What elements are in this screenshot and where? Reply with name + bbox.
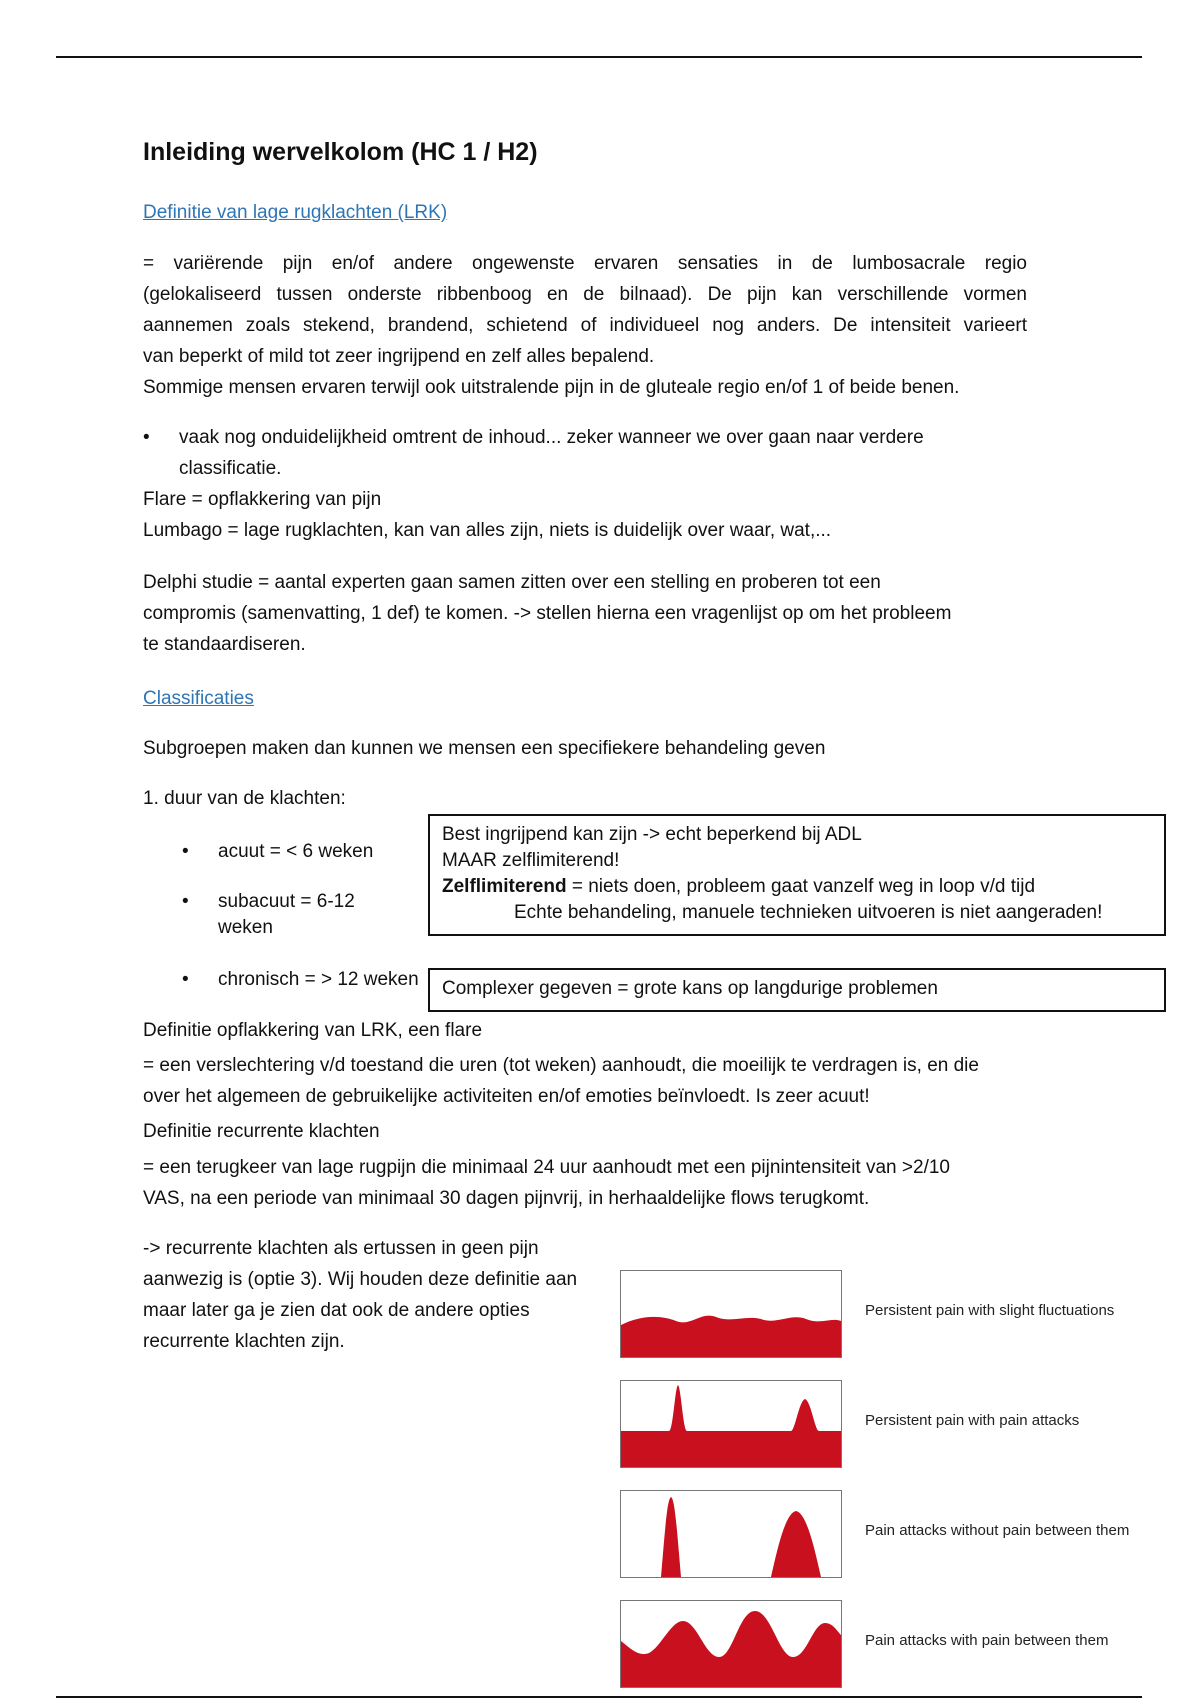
recurrent-definition [143, 1152, 1073, 1214]
pain-curve-fill [621, 1316, 841, 1357]
page-title: Inleiding wervelkolom (HC 1 / H2) [143, 138, 538, 166]
bullet-text: chronisch = > 12 weken [218, 969, 419, 990]
pain-curve-fill [771, 1511, 821, 1577]
bottom-rule [56, 1696, 1142, 1698]
caption-persistent-attacks: Persistent pain with pain attacks [865, 1412, 1080, 1429]
flare-definition [143, 1050, 1073, 1112]
top-rule [56, 56, 1142, 58]
delphi-line: te standaardiseren. [143, 634, 306, 655]
recurrent-definition-line: VAS, na een periode van minimaal 30 dagen pijnvrij, in herhaaldelijke flows terugkomt. [143, 1188, 870, 1209]
pain-curve-fill [621, 1611, 841, 1687]
bullet-text-cont: weken [218, 917, 273, 938]
flare-definition-line: = een verslechtering v/d toestand die uren (tot weken) aanhoudt, die moeilijk te verdragen is, en die [143, 1055, 979, 1076]
bullet-icon: • [143, 427, 150, 448]
caption-attacks-with-pain: Pain attacks with pain between them [865, 1632, 1109, 1649]
pain-graph-attacks-no-pain [620, 1490, 842, 1578]
bullet-subacute [182, 886, 355, 943]
box-line: MAAR zelflimiterend! [442, 850, 620, 871]
pain-graph-persistent-fluctuations [620, 1270, 842, 1358]
note-line: -> recurrente klachten als ertussen in geen pijn [143, 1238, 539, 1259]
bullet-item [143, 422, 1043, 484]
delphi-line: compromis (samenvatting, 1 def) te komen. -> stellen hierna een vragenlijst op om het probleem [143, 603, 952, 624]
recurrent-definition-line: = een terugkeer van lage rugpijn die minimaal 24 uur aanhoudt met een pijnintensiteit van >2/10 [143, 1157, 950, 1178]
bullet-text: vaak nog onduidelijkheid omtrent de inhoud... zeker wanneer we over gaan naar verdere [179, 427, 924, 448]
definition-line: (gelokaliseerd tussen onderste ribbenboog en de bilnaad). De pijn kan verschillende vormen [143, 284, 1027, 305]
box-line [442, 874, 1152, 900]
caption-persistent-fluctuations: Persistent pain with slight fluctuations [865, 1302, 1115, 1319]
box-line: Complexer gegeven = grote kans op langdurige problemen [442, 978, 938, 999]
bullet-text-cont: classificatie. [179, 458, 282, 479]
box-line: Echte behandeling, manuele technieken uitvoeren is niet aangeraden! [514, 902, 1103, 923]
definition-line: = variërende pijn en/of andere ongewenste ervaren sensaties in de lumbosacrale regio [143, 253, 1027, 274]
bullet-acute [182, 836, 373, 867]
definition-line-last: Sommige mensen ervaren terwijl ook uitstralende pijn in de gluteale regio en/of 1 of beide benen. [143, 377, 960, 398]
note-line: aanwezig is (optie 3). Wij houden deze definitie aan [143, 1269, 578, 1290]
bullet-icon: • [182, 891, 189, 912]
flare-definition-title: Definitie opflakkering van LRK, een flare [143, 1020, 483, 1041]
note-line: maar later ga je zien dat ook de andere opties [143, 1300, 530, 1321]
recurrent-definition-title: Definitie recurrente klachten [143, 1121, 380, 1142]
definition-line: van beperkt of mild tot zeer ingrijpend en zelf alles bepalend. [143, 346, 655, 367]
box-line: Best ingrijpend kan zijn -> echt beperkend bij ADL [442, 824, 862, 845]
definition-paragraph [143, 248, 1027, 403]
lumbago-line: Lumbago = lage rugklachten, kan van alles zijn, niets is duidelijk over waar, wat,... [143, 520, 832, 541]
section-title-definitie: Definitie van lage rugklachten (LRK) [143, 202, 448, 223]
pain-curve-fill [661, 1497, 681, 1577]
delphi-line: Delphi studie = aantal experten gaan samen zitten over een stelling en proberen tot een [143, 572, 881, 593]
bullet-text: subacuut = 6-12 [218, 891, 355, 912]
bullet-chronic [182, 964, 419, 995]
flare-definition-line: over het algemeen de gebruikelijke activiteiten en/of emoties beïnvloedt. Is zeer acuut! [143, 1086, 870, 1107]
classification-intro: Subgroepen maken dan kunnen we mensen een specifiekere behandeling geven [143, 738, 826, 759]
caption-attacks-no-pain: Pain attacks without pain between them [865, 1522, 1130, 1539]
definition-line: aannemen zoals stekend, brandend, schietend of individueel nog anders. De intensiteit varieert [143, 315, 1027, 336]
pain-graph-persistent-attacks [620, 1380, 842, 1468]
flare-line: Flare = opflakkering van pijn [143, 489, 382, 510]
bullet-icon: • [182, 841, 189, 862]
pain-curve-fill [621, 1385, 841, 1467]
duration-heading: 1. duur van de klachten: [143, 788, 346, 809]
chronic-note-box [428, 968, 1166, 1012]
section-title-classificaties: Classificaties [143, 688, 254, 709]
pain-graph-attacks-with-pain [620, 1600, 842, 1688]
bullet-icon: • [182, 969, 189, 990]
box-bold-term: Zelflimiterend [442, 876, 567, 897]
box-line-rest: = niets doen, probleem gaat vanzelf weg in loop v/d tijd [566, 876, 1036, 897]
note-line: recurrente klachten zijn. [143, 1331, 345, 1352]
acute-note-box [428, 814, 1166, 936]
recurrent-note [143, 1233, 613, 1357]
bullet-text: acuut = < 6 weken [218, 841, 374, 862]
delphi-paragraph [143, 567, 1043, 660]
